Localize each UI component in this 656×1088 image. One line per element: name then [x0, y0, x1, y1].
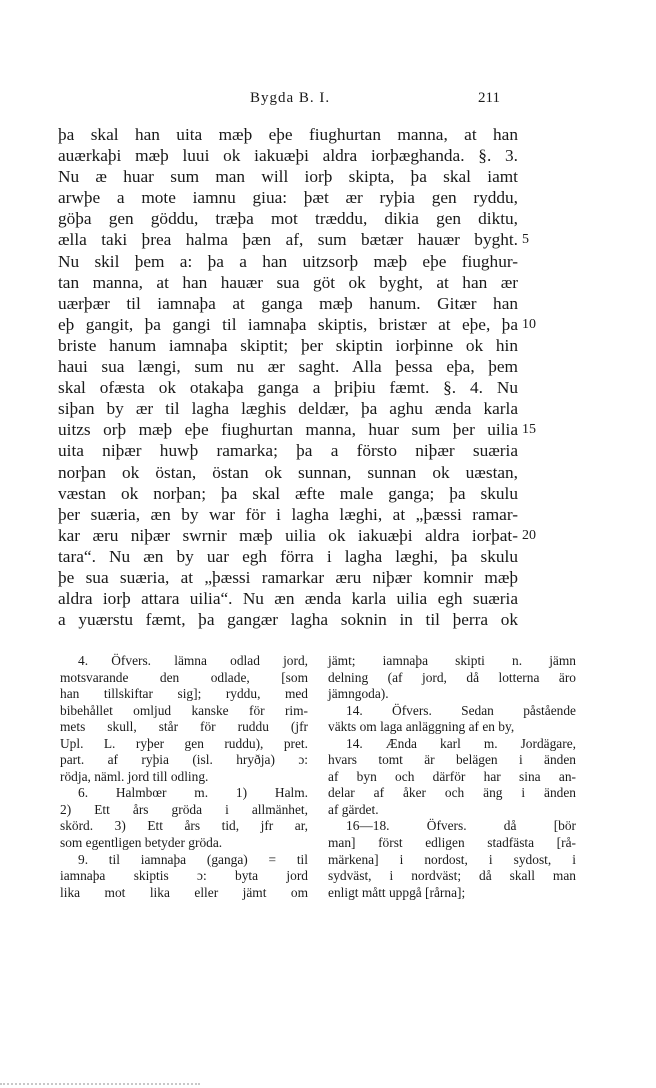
- text-line: kar æru niþær swrnir mæþ uilia ok iakuæþi aldra iorþat-: [58, 525, 518, 545]
- text-line: norþan ok östan, östan ok sunnan, sunnan ok uæstan,: [58, 462, 518, 482]
- footnote-line: man] först edligen stadfästa [rå-: [328, 835, 576, 851]
- text-line: Nu æ huar sum man will iorþ skipta, þa skal iamt: [58, 167, 518, 187]
- text-line: uærþær til iamnaþa at ganga mæþ hanum. Gitær han: [58, 293, 518, 313]
- footnote-line: enligt mått uppgå [rårna];: [328, 884, 466, 900]
- text-line: þa skal han uita mæþ eþe fiughurtan manna, at han: [58, 125, 518, 144]
- footnote-line: 14. Öfvers. Sedan påstående: [346, 702, 576, 718]
- footnote-line: mets skull, står för ruddu (jfr: [60, 719, 308, 735]
- footnote-line: 6. Halmbœr m. 1) Halm.: [78, 785, 308, 801]
- footnote-line: rödja, näml. jord till odling.: [60, 768, 209, 784]
- footnote-line: jämngoda).: [328, 686, 389, 702]
- footnote-line: af gärdet.: [328, 801, 379, 817]
- page-number: 211: [478, 90, 500, 106]
- footnote-line: lika mot lika eller jämt om: [60, 884, 308, 900]
- text-line: ælla taki þrea halma þæn af, sum bætær hauær byght.: [58, 230, 518, 250]
- line-number: 20: [522, 528, 536, 543]
- footnote-line: part. af ryþia (isl. hryðja) ɔ:: [60, 752, 308, 768]
- text-line: væstan ok norþan; þa skal æfte male ganga; þa skulu: [58, 483, 518, 503]
- text-line: þe sua suæria, at „þæssi ramarkar æru niþær komnir mæþ: [58, 567, 518, 587]
- main-text-block: [58, 124, 518, 630]
- line-number: 15: [522, 422, 536, 437]
- footnote-line: 16—18. Öfvers. då [bör: [346, 818, 576, 834]
- footnote-line: motsvarande den odlade, [som: [60, 669, 308, 685]
- footnote-line: han tillskiftar sig]; ryddu, med: [60, 686, 308, 702]
- text-line: briste hanum iamnaþa skiptit; þer skiptin iorþinne ok hin: [58, 335, 518, 355]
- footnote-line: hvars tomt är belägen i änden: [328, 752, 576, 768]
- footnote-line: sydväst, i nordväst; då skall man: [328, 868, 576, 884]
- footnote-line: jämt; iamnaþa skipti n. jämn: [328, 653, 576, 668]
- footnote-line: 2) Ett års gröda i allmänhet,: [60, 801, 308, 817]
- running-title: Bygda B. I.: [250, 90, 331, 106]
- footnote-line: Upl. L. ryþer gen ruddu), pret.: [60, 735, 308, 751]
- text-line: uita niþær huwþ ramarka; þa a försto niþær suæria: [58, 441, 518, 461]
- footnote-line: märkena] i nordost, i sydost, i: [328, 851, 576, 867]
- footnote-line: 14. Ænda karl m. Jordägare,: [346, 735, 576, 751]
- text-line: tan manna, at han hauær sua göt ok byght, at han ær: [58, 272, 518, 292]
- footnote-line: 9. til iamnaþa (ganga) = til: [78, 851, 308, 867]
- footnote-line: bibehållet omljud kanske för rim-: [60, 702, 308, 718]
- text-line: göþa gen göddu, træþa mot træddu, dikia gen diktu,: [58, 209, 518, 229]
- text-line: arwþe a mote iamnu giua: þæt ær ryþia gen ryddu,: [58, 188, 518, 208]
- text-line: auærkaþi mæþ luui ok iakuæþi aldra iorþæghanda. §. 3.: [58, 146, 518, 166]
- footnote-line: iamnaþa skiptis ɔ: byta jord: [60, 868, 308, 884]
- text-line: haui sua længi, sum nu ær saght. Alla þessa eþa, þem: [58, 357, 518, 377]
- text-line: eþ gangit, þa gangi til iamnaþa skiptis, bristær at eþe, þa: [58, 314, 518, 334]
- text-line: þer suæria, æn by war för i lagha læghi, at „þæssi ramar-: [58, 504, 518, 524]
- footnote-line: som egentligen betyder gröda.: [60, 835, 223, 851]
- footnote-line: delning (af jord, då lotterna äro: [328, 669, 576, 685]
- footnote-line: delar af åker och äng i änden: [328, 785, 576, 801]
- line-number: 5: [522, 232, 529, 247]
- line-number: 10: [522, 317, 536, 332]
- footnote-line: af byn och därför har sina an-: [328, 768, 576, 784]
- footnote-line: 4. Öfvers. lämna odlad jord,: [78, 653, 308, 668]
- footnotes-left-column: [60, 653, 308, 901]
- text-line: a yuærstu fæmt, þa gangær lagha soknin in til þerra ok: [58, 610, 518, 630]
- text-line: uitzs orþ mæþ eþe fiughurtan manna, huar sum þer uilia: [58, 420, 518, 440]
- text-line: aldra iorþ attara uilia“. Nu æn ænda karla uilia egh suæria: [58, 589, 518, 609]
- footnote-line: skörd. 3) Ett års tid, jfr ar,: [60, 818, 308, 834]
- footnotes-right-column: [328, 653, 576, 901]
- text-line: Nu skil þem a: þa a han uitzsorþ mæþ eþe fiughur-: [58, 251, 518, 271]
- text-line: siþan by ær til lagha læghis deldær, þa aghu ænda karla: [58, 399, 518, 419]
- footnote-line: väkts om laga anläggning af en by,: [328, 719, 515, 735]
- text-line: tara“. Nu æn by uar egh förra i lagha læghi, þa skulu: [58, 546, 518, 566]
- page-edge-divider: [0, 1083, 200, 1087]
- text-line: skal ofæsta ok otakaþa ganga a þriþiu fæmt. §. 4. Nu: [58, 378, 518, 398]
